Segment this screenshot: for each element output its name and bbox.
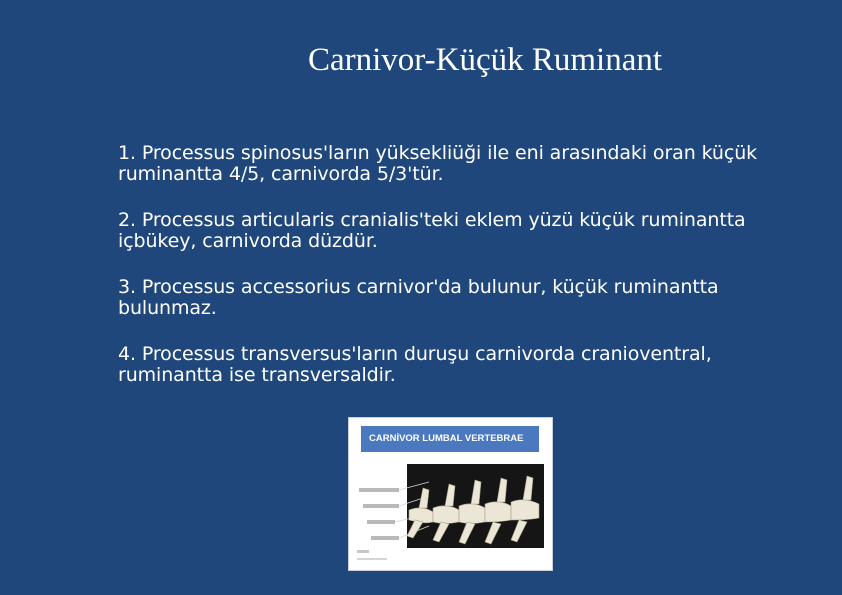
slide-title bbox=[0, 40, 842, 80]
bullet-point-1: 1. Processus spinosus'ların yüksekliüği ile eni arasındaki oran küçük ruminantta 4/5, carnivorda 5/3'tür. bbox=[118, 142, 758, 185]
bullet-list bbox=[118, 143, 808, 411]
bullet-point-3: 3. Processus accessorius carnivor'da bulunur, küçük ruminantta bulunmaz. bbox=[118, 276, 719, 319]
vertebrae-figure bbox=[348, 417, 553, 571]
bullet-point-4: 4. Processus transversus'ların duruşu carnivorda cranioventral, ruminantta ise transversaldir. bbox=[118, 343, 712, 386]
slide-title-text: Carnivor-Küçük Ruminant bbox=[307, 42, 663, 78]
bullet-point-2: 2. Processus articularis cranialis'teki eklem yüzü küçük ruminantta içbükey, carnivorda düzdür. bbox=[118, 209, 746, 252]
photo-footer-line bbox=[357, 558, 387, 560]
figure-header: CARNİVOR LUMBAL VERTEBRAE bbox=[361, 426, 539, 452]
